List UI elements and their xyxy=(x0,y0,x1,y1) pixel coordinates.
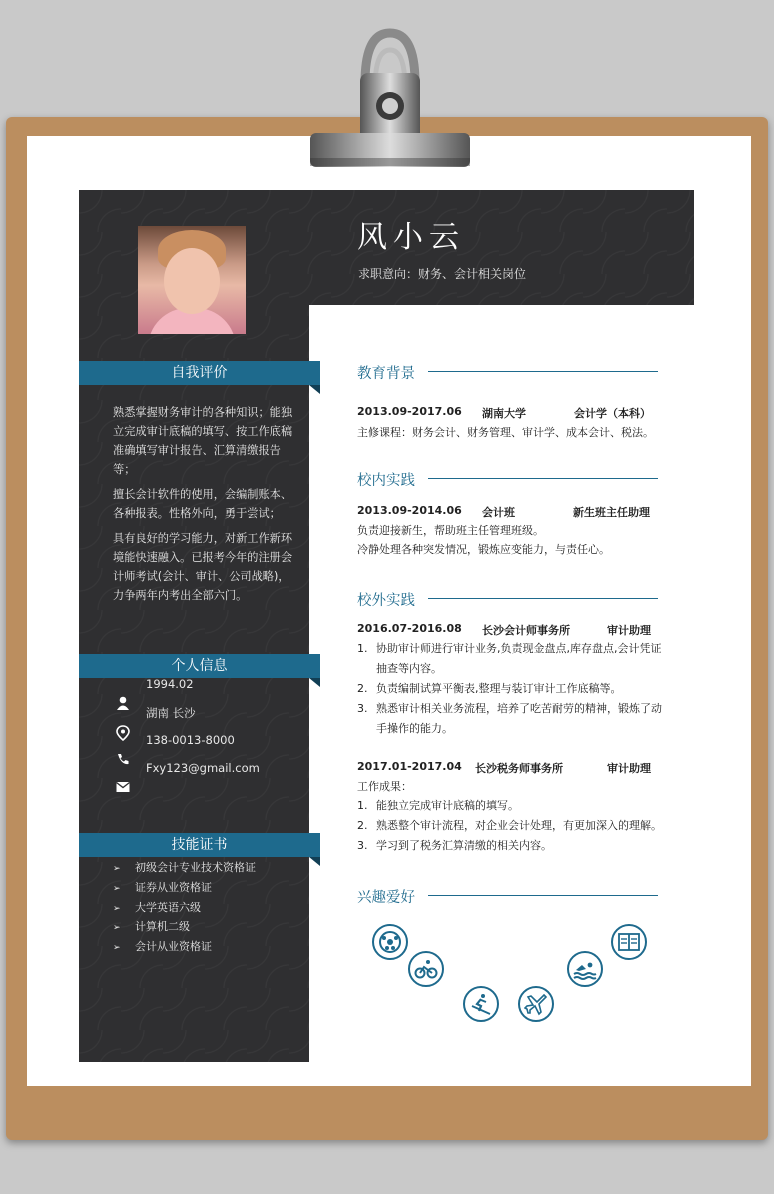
skill-item: ➢ 证券从业资格证 xyxy=(113,881,212,894)
football-icon xyxy=(372,924,408,960)
campus-line: 冷静处理各种突发情况，锻炼应变能力，与责任心。 xyxy=(357,543,610,556)
personal-info-title: 个人信息 xyxy=(79,654,320,678)
binder-clip-icon xyxy=(300,28,480,178)
divider xyxy=(428,598,658,599)
list-item: 2. 熟悉整个审计流程，对企业会计处理，有更加深入的理解。 xyxy=(357,819,662,832)
list-item: 1. 协助审计师进行审计业务,负责现金盘点,库存盘点,会计凭证抽查等内容。 xyxy=(357,642,662,675)
divider xyxy=(428,478,658,479)
airplane-icon xyxy=(518,986,554,1022)
divider xyxy=(428,371,658,372)
list-item: 2. 负责编制试算平衡表,整理与装订审计工作底稿等。 xyxy=(357,682,622,695)
birth-date: 1994.02 xyxy=(146,677,194,691)
swimming-icon xyxy=(567,951,603,987)
location-pin-icon xyxy=(116,725,130,741)
reading-icon xyxy=(611,924,647,960)
skill-item: ➢ 大学英语六级 xyxy=(113,901,201,914)
job-results xyxy=(357,796,662,856)
phone-icon xyxy=(116,752,130,766)
self-eval-paragraph: 具有良好的学习能力，对新工作新环境能快速融入。已报考今年的注册会计师考试(会计、审计、公司战略)，力争两年内考出全部六门。 xyxy=(113,532,293,602)
self-eval-paragraph: 擅长会计软件的使用，会编制账本、各种报表。性格外向，勇于尝试； xyxy=(113,488,293,520)
divider xyxy=(428,895,658,896)
campus-line: 负责迎接新生，帮助班主任管理班级。 xyxy=(357,524,544,537)
hobbies-title: 兴趣爱好 xyxy=(357,890,415,906)
skiing-icon xyxy=(463,986,499,1022)
email-text: Fxy123@gmail.com xyxy=(146,761,260,775)
external-title: 校外实践 xyxy=(357,593,415,609)
courses-text: 主修课程：财务会计、财务管理、审计学、成本会计、税法。 xyxy=(357,426,654,439)
campus-title: 校内实践 xyxy=(357,473,415,489)
cycling-icon xyxy=(408,951,444,987)
candidate-name: 风小云 xyxy=(357,220,465,255)
profile-photo xyxy=(138,226,246,334)
skill-item: ➢ 计算机二级 xyxy=(113,920,190,933)
self-eval-title: 自我评价 xyxy=(79,361,320,385)
skills-title: 技能证书 xyxy=(79,833,320,857)
skill-item: ➢ 会计从业资格证 xyxy=(113,940,212,953)
job-intro: 工作成果： xyxy=(357,780,412,793)
list-item: 3. 学习到了税务汇算清缴的相关内容。 xyxy=(357,839,552,852)
job-duties xyxy=(357,639,662,739)
self-eval-text xyxy=(113,403,298,611)
mail-icon xyxy=(116,781,130,793)
list-item: 3. 熟悉审计相关业务流程，培养了吃苦耐劳的精神，锻炼了动手操作的能力。 xyxy=(357,702,662,735)
skill-item: ➢ 初级会计专业技术资格证 xyxy=(113,861,256,874)
job-intent: 求职意向：财务、会计相关岗位 xyxy=(358,267,527,281)
person-icon xyxy=(116,696,130,710)
self-eval-paragraph: 熟悉掌握财务审计的各种知识；能独立完成审计底稿的填写、按工作底稿准确填写审计报告、汇算清缴报告等； xyxy=(113,406,293,476)
phone-text: 138-0013-8000 xyxy=(146,733,235,747)
education-title: 教育背景 xyxy=(357,366,415,382)
location-text: 湖南 长沙 xyxy=(146,706,196,720)
list-item: 1. 能独立完成审计底稿的填写。 xyxy=(357,799,519,812)
